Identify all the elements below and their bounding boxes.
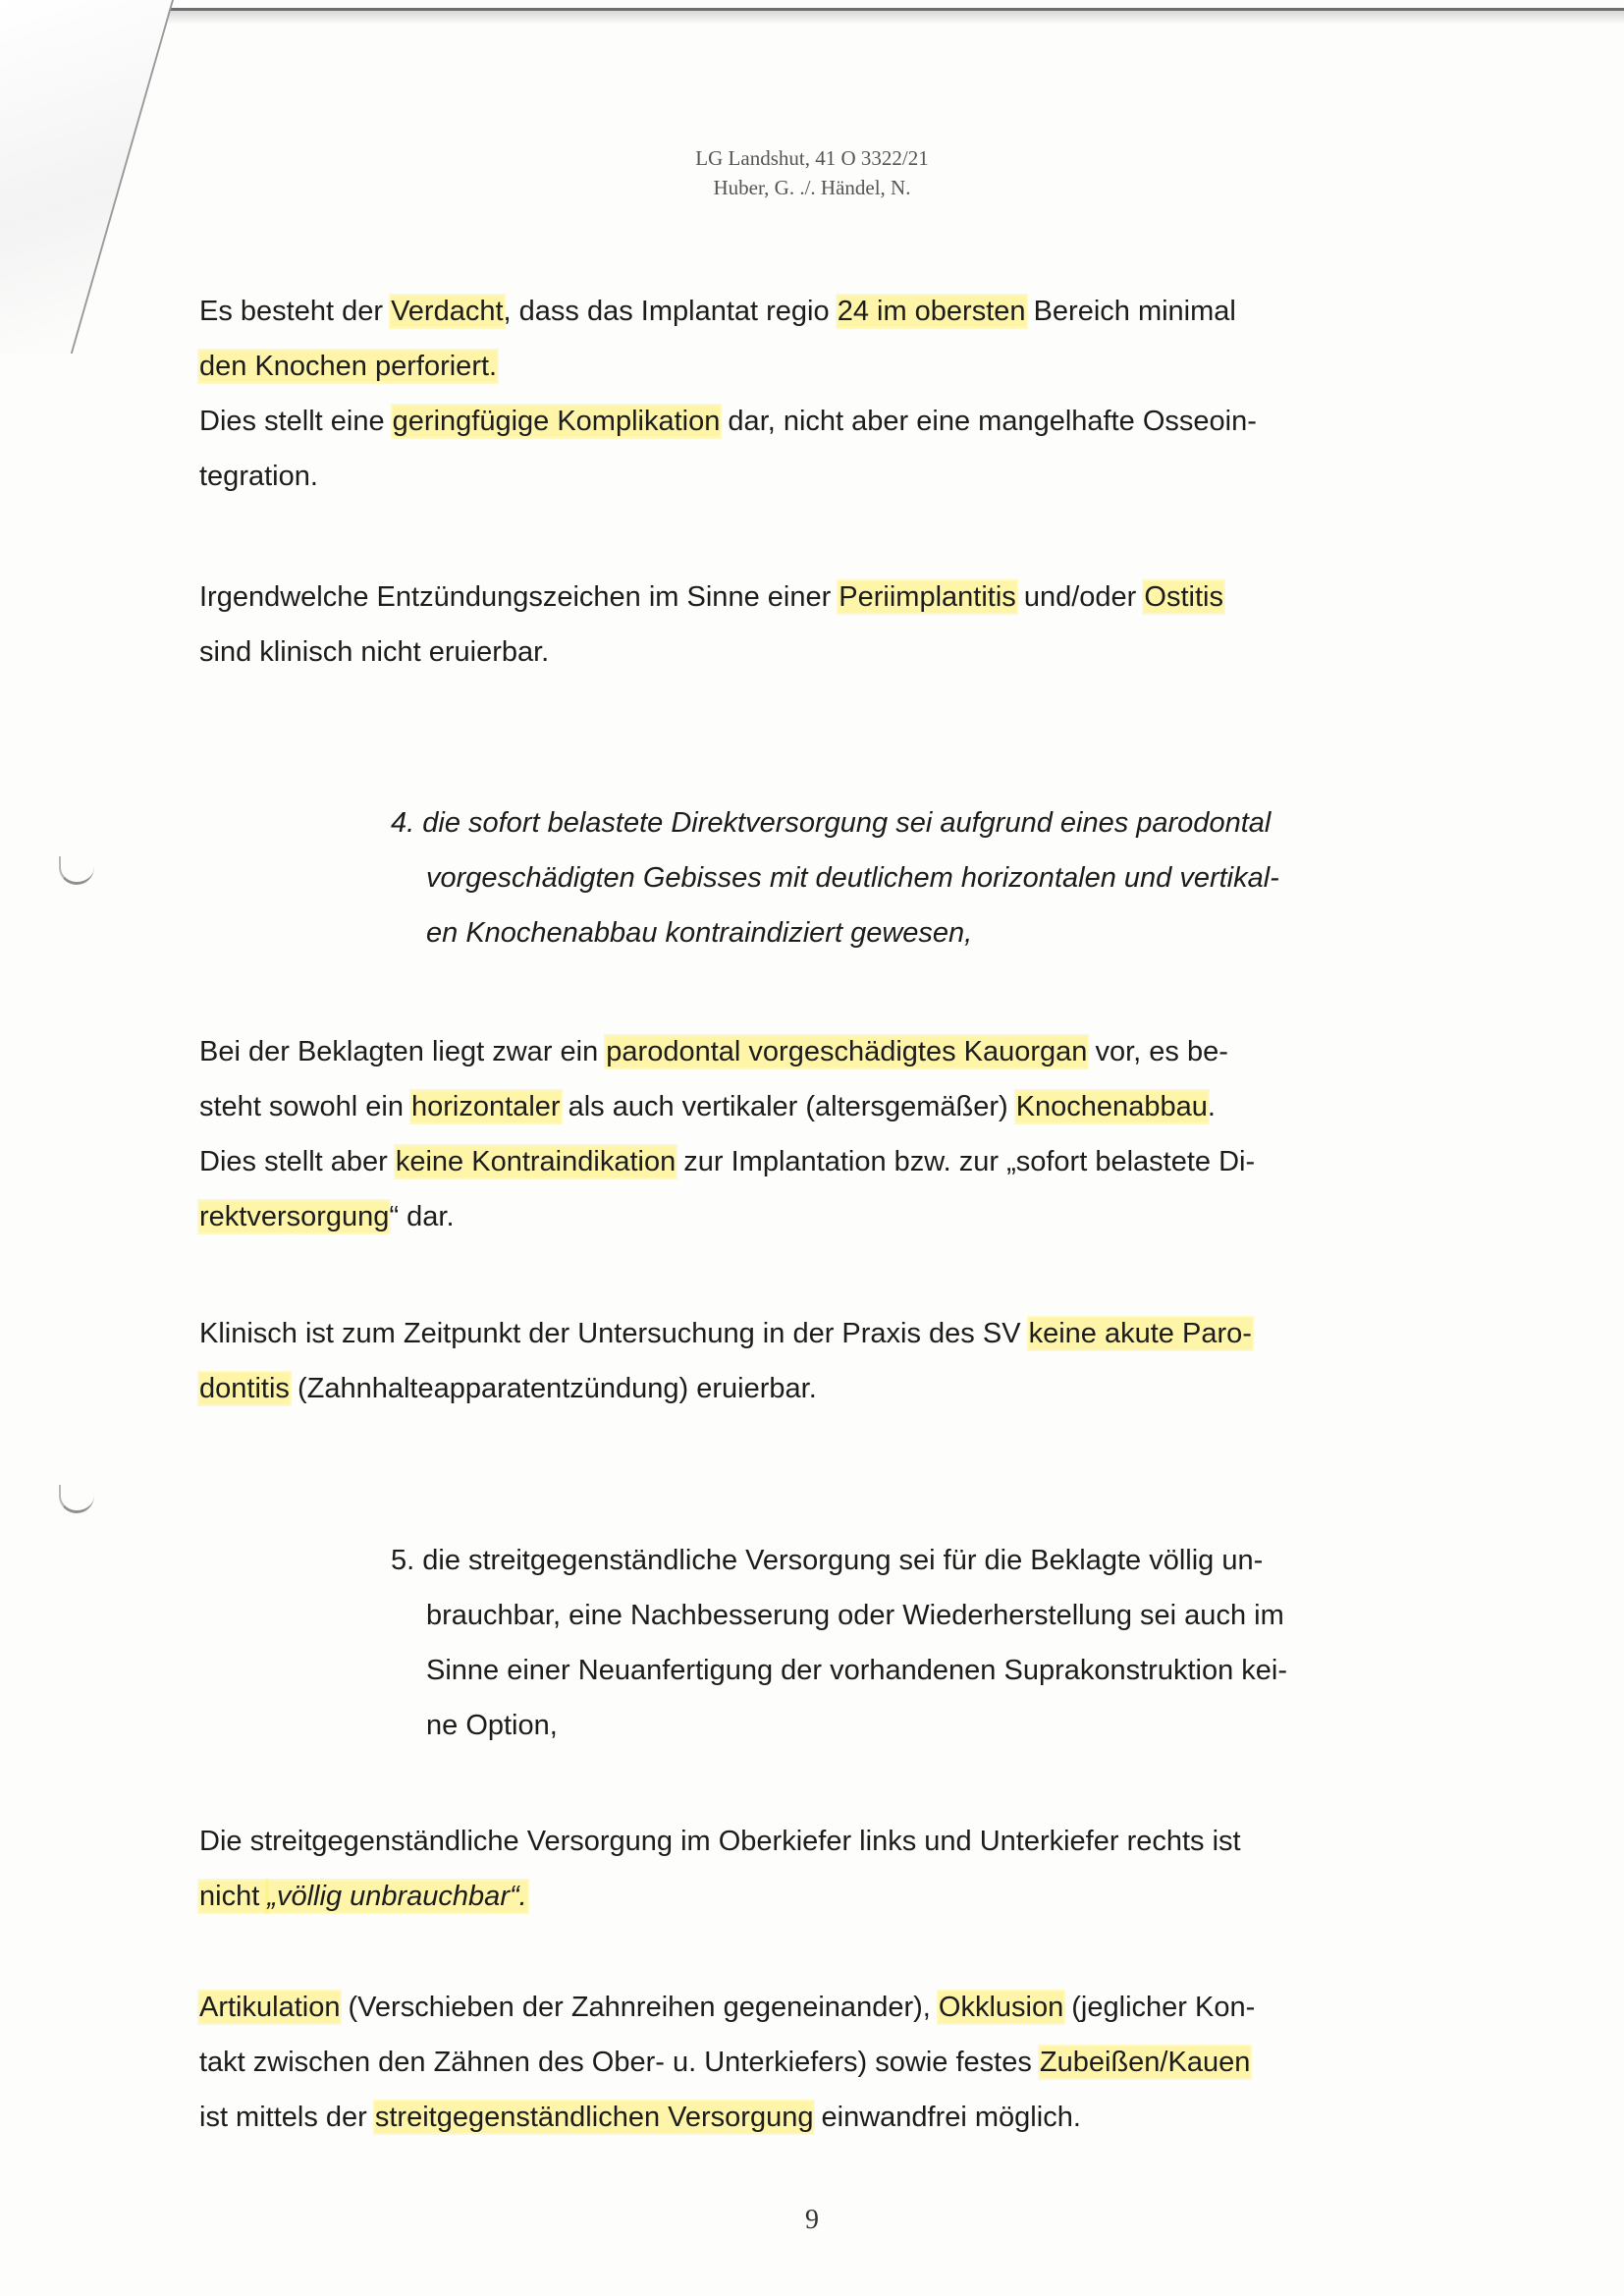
highlight: Periimplantitis <box>839 581 1016 613</box>
text-line <box>199 1869 1436 1924</box>
highlight: Artikulation <box>199 1992 341 2023</box>
highlight: geringfügige Komplikation <box>392 406 721 437</box>
text-line: Artikulation (Verschieben der Zahnreihen gegeneinander), Okklusion (jeglicher Kon- <box>199 1992 1256 2023</box>
highlight: Ostitis <box>1144 581 1223 613</box>
highlight: streitgegenständlichen Versorgung <box>374 2102 814 2133</box>
case-reference: LG Landshut, 41 O 3322/21 <box>695 146 929 170</box>
highlight: rektversorgung <box>199 1201 390 1232</box>
text-line: Sinne einer Neuanfertigung der vorhandenen Suprakonstruktion kei- <box>426 1655 1288 1686</box>
text-line: brauchbar, eine Nachbesserung oder Wiederherstellung sei auch im <box>426 1600 1284 1631</box>
page-number: 9 <box>805 2205 819 2235</box>
text-line: 5. die streitgegenständliche Versorgung sei für die Beklagte völlig un- <box>391 1545 1264 1576</box>
highlight: keine akute Paro- <box>1028 1318 1252 1349</box>
text-line: rektversorgung“ dar. <box>199 1201 455 1232</box>
text-line: ne Option, <box>426 1710 558 1741</box>
text-line <box>199 339 1436 394</box>
text-line: takt zwischen den Zähnen des Ober- u. Unterkiefers) sowie festes Zubeißen/Kauen <box>199 2047 1251 2078</box>
highlight: Verdacht <box>391 296 504 327</box>
scan-top-edge <box>147 8 1624 25</box>
punch-hole-mark <box>59 1485 94 1513</box>
text-line: en Knochenabbau kontraindiziert gewesen, <box>426 917 973 949</box>
highlight: keine Kontraindikation <box>395 1146 677 1177</box>
highlight: parodontal vorgeschädigtes Kauorgan <box>606 1036 1088 1067</box>
paragraph-inflammation <box>199 570 1436 680</box>
highlight: Zubeißen/Kauen <box>1039 2047 1251 2078</box>
paragraph-perforation <box>199 284 1436 504</box>
claim-item-5 <box>391 1533 1432 1753</box>
case-header <box>0 143 1624 202</box>
case-parties: Huber, G. ./. Händel, N. <box>713 176 911 199</box>
highlight: 24 im obersten <box>837 296 1026 327</box>
text-line: tegration. <box>199 461 318 492</box>
punch-hole-mark <box>59 856 94 885</box>
claim-item-4 <box>391 795 1432 960</box>
text-line: ist mittels der streitgegenständlichen Versorgung einwandfrei möglich. <box>199 2102 1081 2133</box>
text-line: Irgendwelche Entzündungszeichen im Sinne einer Periimplantitis und/oder Ostitis <box>199 581 1223 613</box>
paragraph-usability <box>199 1814 1436 1924</box>
text-line: Klinisch ist zum Zeitpunkt der Untersuchung in der Praxis des SV keine akute Paro- <box>199 1318 1252 1349</box>
paragraph-contraindication <box>199 1024 1436 1244</box>
text-line: dontitis (Zahnhalteapparatentzündung) eruierbar. <box>199 1373 817 1404</box>
highlight: Knochenabbau <box>1015 1091 1208 1122</box>
text-line: Bei der Beklagten liegt zwar ein parodontal vorgeschädigtes Kauorgan vor, es be- <box>199 1036 1228 1067</box>
highlight: den Knochen perforiert. <box>199 351 498 382</box>
text-line: Es besteht der Verdacht, dass das Implantat regio 24 im obersten Bereich minimal <box>199 296 1236 327</box>
highlight: dontitis <box>199 1373 290 1404</box>
highlight: Okklusion <box>938 1992 1064 2023</box>
paragraph-parodontitis <box>199 1306 1436 1416</box>
text-line: vorgeschädigten Gebisses mit deutlichem horizontalen und vertikal- <box>426 862 1279 894</box>
text-line: Dies stellt eine geringfügige Komplikation dar, nicht aber eine mangelhafte Osseoin- <box>199 406 1257 437</box>
highlight: horizontaler <box>411 1091 561 1122</box>
paragraph-articulation <box>199 1980 1436 2145</box>
text-line: steht sowohl ein horizontaler als auch vertikaler (altersgemäßer) Knochenabbau. <box>199 1091 1216 1122</box>
text-line: sind klinisch nicht eruierbar. <box>199 636 550 668</box>
highlight: „völlig unbrauchbar“. <box>267 1881 527 1912</box>
text-line: Die streitgegenständliche Versorgung im Oberkiefer links und Unterkiefer rechts ist <box>199 1826 1241 1857</box>
text-line: Dies stellt aber keine Kontraindikation zur Implantation bzw. zur „sofort belastete Di- <box>199 1146 1256 1177</box>
text-line: 4. die sofort belastete Direktversorgung sei aufgrund eines parodontal <box>391 807 1272 839</box>
highlight: nicht <box>199 1881 268 1912</box>
